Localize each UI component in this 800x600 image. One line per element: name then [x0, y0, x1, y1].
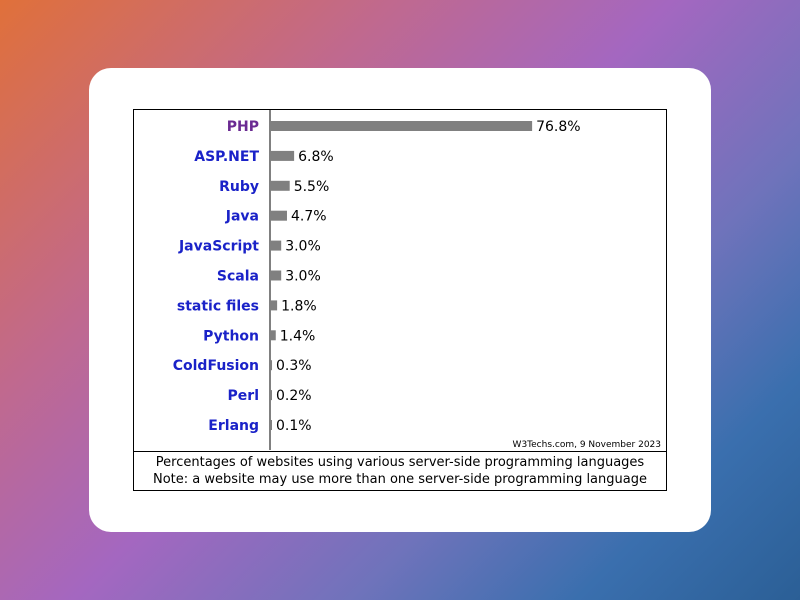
value-label: 3.0%: [285, 238, 321, 255]
value-label: 0.1%: [276, 418, 312, 434]
value-label: 4.7%: [290, 208, 327, 225]
chart-card: [89, 68, 711, 532]
category-label[interactable]: ColdFusion: [172, 358, 259, 375]
category-label[interactable]: PHP: [226, 119, 259, 135]
value-label: 6.8%: [298, 148, 334, 165]
value-label: 5.5%: [293, 178, 330, 195]
bar: [271, 121, 532, 131]
value-label: 76.8%: [536, 119, 581, 135]
chart-caption: [134, 451, 666, 490]
value-label: 0.3%: [276, 358, 312, 375]
chart-frame: [133, 109, 667, 491]
value-label: 1.8%: [281, 298, 317, 315]
category-label[interactable]: static files: [176, 298, 259, 315]
bar: [271, 241, 281, 251]
bar: [271, 211, 287, 221]
bar: [271, 181, 290, 191]
category-label[interactable]: Ruby: [219, 178, 259, 195]
bar: [271, 300, 277, 310]
value-label: 1.4%: [279, 328, 316, 345]
bar-chart: [134, 110, 666, 450]
category-label[interactable]: JavaScript: [178, 238, 259, 255]
value-label: 3.0%: [285, 268, 321, 285]
category-label[interactable]: Perl: [227, 388, 259, 405]
category-label[interactable]: Erlang: [208, 418, 259, 434]
category-label[interactable]: Python: [203, 328, 259, 345]
bar: [271, 271, 281, 281]
source-note: W3Techs.com, 9 November 2023: [512, 440, 661, 450]
value-label: 0.2%: [276, 388, 312, 405]
caption-line-2: Note: a website may use more than one server-side programming language: [153, 472, 647, 487]
bar: [271, 360, 272, 370]
bar: [271, 420, 272, 430]
category-label[interactable]: Scala: [216, 268, 259, 285]
category-label[interactable]: ASP.NET: [194, 148, 259, 165]
caption-line-1: Percentages of websites using various server-side programming languages: [155, 455, 645, 470]
bar: [271, 330, 276, 340]
bar: [271, 151, 294, 161]
category-label[interactable]: Java: [225, 208, 259, 225]
bar: [271, 390, 272, 400]
